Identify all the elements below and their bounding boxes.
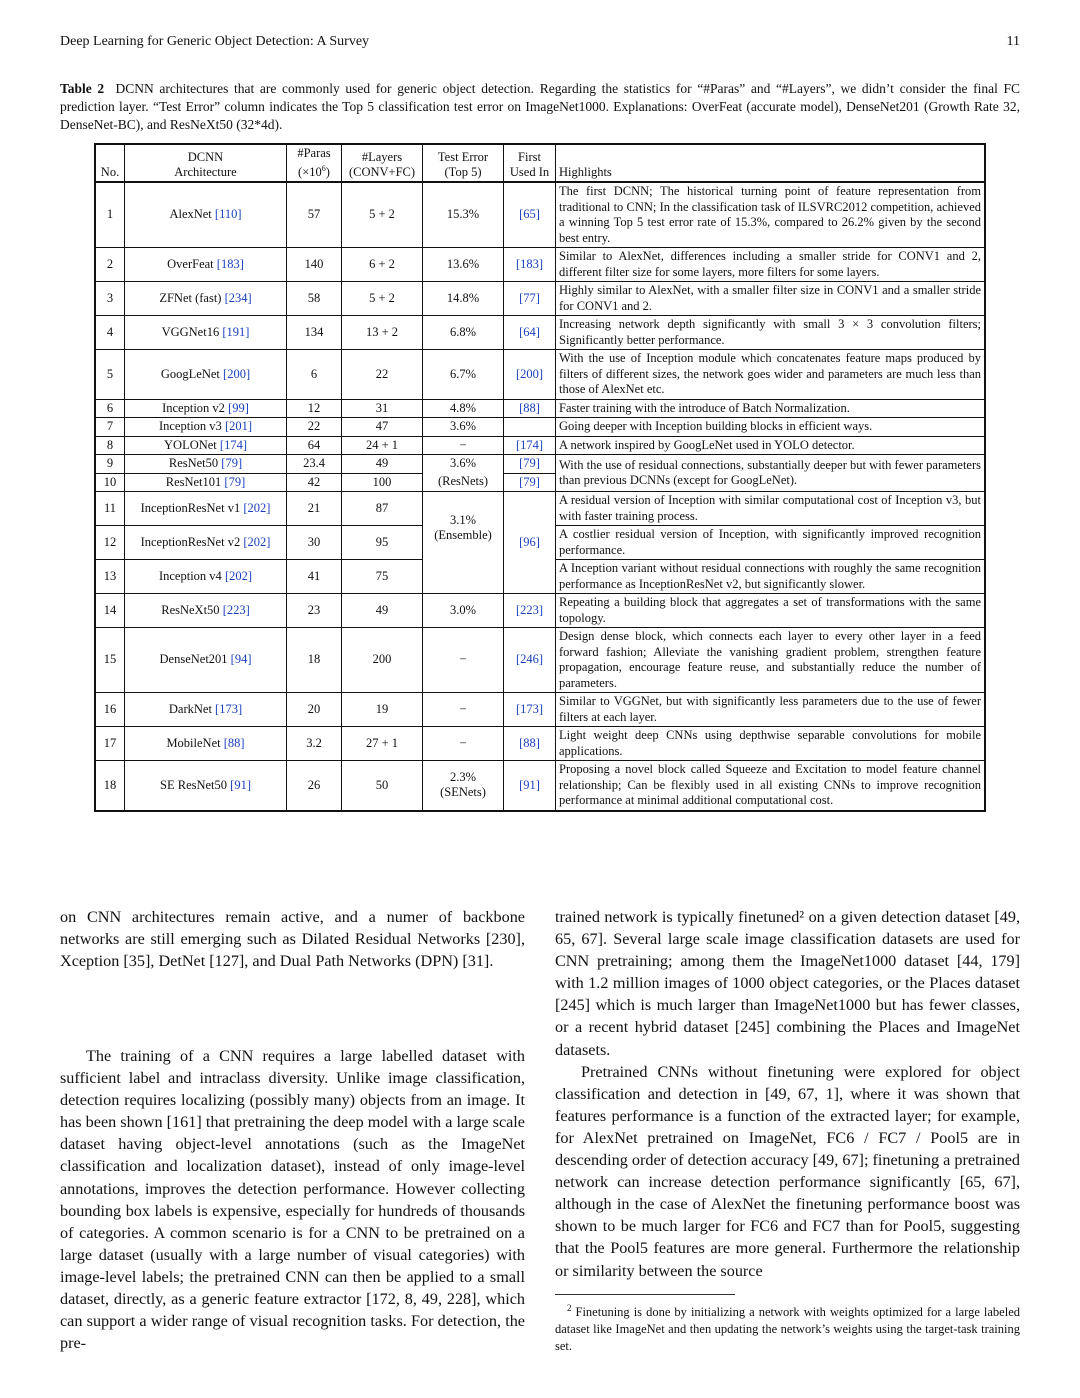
table-cell: 15 — [95, 628, 125, 693]
citation-link[interactable]: [183] — [216, 256, 244, 271]
citation-link[interactable]: [246] — [515, 652, 544, 667]
table-cell: Inception v2 [99] — [125, 399, 287, 418]
right-column — [555, 906, 1020, 1282]
left-column-top — [60, 906, 525, 972]
table-cell: 3.6% — [423, 455, 504, 474]
table-cell: 6 + 2 — [342, 248, 423, 282]
citation-link[interactable]: [183] — [515, 256, 544, 271]
table-cell: 31 — [342, 399, 423, 418]
table-cell: 3.2 — [287, 727, 342, 761]
table-cell — [504, 526, 556, 560]
citation-link[interactable]: [88] — [519, 735, 540, 750]
table-cell: 12 — [287, 399, 342, 418]
table-cell: 95 — [342, 526, 423, 560]
table-label: Table 2 — [60, 81, 105, 96]
table-cell: Inception v4 [202] — [125, 560, 287, 594]
table-row — [95, 282, 985, 316]
table-row — [95, 693, 985, 727]
table-cell: Increasing network depth significantly with small 3 × 3 convolution filters; Significantly better performance. — [556, 316, 986, 350]
body-paragraph: The training of a CNN requires a large labelled dataset with sufficient label and intraclass diversity. Unlike image classification, detection requires localizing (possibly many) objects from an image. It has been shown [161] that pretraining the deep model with a large scale dataset having object-level annotations (such as the ImageNet classification and localization dataset), instead of only image-level annotations, improves the detection performance. However collecting bounding box labels is expensive, especially for hundreds of thousands of categories. A common scenario is for a CNN to be pretrained on a large dataset (usually with a large number of visual categories) with image-level labels; the pretrained CNN can then be applied to a small dataset, directly, as a generic feature extractor [172, 8, 49, 228], which can support a wider range of visual recognition tasks. For detection, the pre- — [60, 1047, 525, 1353]
table-cell — [504, 473, 556, 492]
table-row — [95, 350, 985, 400]
table-cell: 64 — [287, 436, 342, 455]
header-arch: DCNN Architecture — [125, 144, 287, 182]
table-row — [95, 560, 985, 594]
table-cell: Similar to AlexNet, differences including a smaller stride for CONV1 and 2, different filter size for some layers, more filters for some layers. — [556, 248, 986, 282]
table-cell: 15.3% — [423, 182, 504, 248]
table-cell: 7 — [95, 418, 125, 437]
table-cell: The first DCNN; The historical turning point of feature representation from traditional to CNN; In the classification task of ILSVRC2012 competition, achieved a winning Top 5 test error rate of 15.3%, compared to 26.2% given by the second best entry. — [556, 182, 986, 248]
table-cell: 200 — [342, 628, 423, 693]
table-cell: 57 — [287, 182, 342, 248]
table-cell: 8 — [95, 436, 125, 455]
table-cell: 50 — [342, 761, 423, 811]
table-row — [95, 316, 985, 350]
table-row — [95, 727, 985, 761]
citation-link[interactable]: [173] — [515, 701, 544, 716]
citation-link[interactable]: [99] — [228, 400, 249, 415]
citation-link[interactable]: [91] — [230, 777, 251, 792]
table-row — [95, 399, 985, 418]
citation-link[interactable]: [94] — [230, 652, 252, 667]
table-cell: 14 — [95, 594, 125, 628]
table-cell: 14.8% — [423, 282, 504, 316]
table-cell: 24 + 1 — [342, 436, 423, 455]
table-row — [95, 455, 985, 474]
table-cell: 30 — [287, 526, 342, 560]
citation-link[interactable]: [79] — [221, 456, 243, 471]
table-cell: 3.1% (Ensemble) — [423, 492, 504, 594]
table-cell: GoogLeNet [200] — [125, 350, 287, 400]
citation-link[interactable]: [223] — [222, 602, 250, 617]
table-cell: Light weight deep CNNs using depthwise separable convolutions for mobile applications. — [556, 727, 986, 761]
table-cell: 6 — [95, 399, 125, 418]
citation-link[interactable]: [202] — [243, 534, 271, 549]
left-column-main — [60, 1045, 525, 1354]
table-cell — [504, 693, 556, 727]
table-cell: 11 — [95, 492, 125, 526]
table-cell: 6 — [287, 350, 342, 400]
table-cell — [504, 282, 556, 316]
citation-link[interactable]: [88] — [519, 400, 540, 415]
table-cell — [504, 182, 556, 248]
table-cell: 140 — [287, 248, 342, 282]
table-cell: 20 — [287, 693, 342, 727]
table-cell — [504, 560, 556, 594]
citation-link[interactable]: [96] — [519, 534, 540, 549]
citation-link[interactable]: [191] — [222, 324, 250, 339]
header-layers: #Layers (CONV+FC) — [342, 144, 423, 182]
citation-link[interactable]: [79] — [519, 456, 540, 471]
table-cell: 5 + 2 — [342, 282, 423, 316]
table-cell: 41 — [287, 560, 342, 594]
table-cell: InceptionResNet v1 [202] — [125, 492, 287, 526]
table-cell: 4.8% — [423, 399, 504, 418]
table-cell — [504, 350, 556, 400]
table-row — [95, 418, 985, 437]
table-cell: 9 — [95, 455, 125, 474]
table-cell: 87 — [342, 492, 423, 526]
table-cell: − — [423, 436, 504, 455]
table-cell — [504, 316, 556, 350]
table-cell: A costlier residual version of Inception, with significantly improved recognition performance. — [556, 526, 986, 560]
table-cell: 26 — [287, 761, 342, 811]
table-cell: ResNeXt50 [223] — [125, 594, 287, 628]
table-cell: 134 — [287, 316, 342, 350]
caption-text: DCNN architectures that are commonly used for generic object detection. Regarding the statistics for “#Paras” and “#Layers”, we didn’t consider the final FC prediction layer. “Test Error” column indicates the Top 5 classification test error on ImageNet1000. Explanations: OverFeat (accurate model), DenseNet201 (Growth Rate 32, DenseNet-BC), and ResNeXt50 (32*4d). — [60, 81, 1021, 132]
table-cell — [504, 399, 556, 418]
table-row — [95, 594, 985, 628]
citation-link[interactable]: [201] — [224, 419, 253, 434]
table-cell — [504, 436, 556, 455]
running-title: Deep Learning for Generic Object Detection: A Survey — [60, 34, 370, 49]
citation-link[interactable]: [200] — [515, 366, 544, 381]
table-row — [95, 761, 985, 811]
table-cell: 4 — [95, 316, 125, 350]
table-cell: 13 + 2 — [342, 316, 423, 350]
table-cell: − — [423, 628, 504, 693]
table-row — [95, 628, 985, 693]
table-cell: 2 — [95, 248, 125, 282]
table-cell: − — [423, 727, 504, 761]
table-cell: With the use of Inception module which concatenates feature maps produced by filters of different sizes, the network goes wider and parameters are much less than those of AlexNet etc. — [556, 350, 986, 400]
table-cell — [504, 492, 556, 526]
table-cell: Inception v3 [201] — [125, 418, 287, 437]
citation-link[interactable]: [79] — [224, 474, 246, 489]
citation-link[interactable]: [223] — [515, 602, 544, 617]
table-cell — [504, 628, 556, 693]
page-number: 11 — [1006, 34, 1020, 49]
table-cell: 6.7% — [423, 350, 504, 400]
table-cell: 2.3% (SENets) — [423, 761, 504, 811]
table-cell: 47 — [342, 418, 423, 437]
table-cell: 100 — [342, 473, 423, 492]
table-row — [95, 526, 985, 560]
citation-link[interactable]: [173] — [215, 701, 243, 716]
table-cell: MobileNet [88] — [125, 727, 287, 761]
table-cell: DarkNet [173] — [125, 693, 287, 727]
citation-link[interactable]: [65] — [519, 207, 540, 222]
table-cell: VGGNet16 [191] — [125, 316, 287, 350]
table-cell: 19 — [342, 693, 423, 727]
footnote-mark: 2 — [567, 1303, 572, 1313]
table-cell: ResNet50 [79] — [125, 455, 287, 474]
citation-link[interactable]: [200] — [223, 366, 251, 381]
table-cell: Similar to VGGNet, but with significantly less parameters due to the use of fewer filters at each layer. — [556, 693, 986, 727]
table-cell: 16 — [95, 693, 125, 727]
table-cell — [504, 761, 556, 811]
table-cell: InceptionResNet v2 [202] — [125, 526, 287, 560]
table-cell: 23.4 — [287, 455, 342, 474]
table-header-row — [95, 144, 985, 182]
table-cell — [504, 418, 556, 437]
table-cell: Design dense block, which connects each layer to every other layer in a feed forward fashion; Alleviate the vanishing gradient problem, strengthen feature propagation, encourage feature reuse, and substantially reduce the number of parameters. — [556, 628, 986, 693]
table-cell: Repeating a building block that aggregates a set of transformations with the same topology. — [556, 594, 986, 628]
table-cell: 22 — [342, 350, 423, 400]
table-row — [95, 248, 985, 282]
table-cell: 18 — [287, 628, 342, 693]
table-cell: AlexNet [110] — [125, 182, 287, 248]
header-highlights: Highlights — [556, 144, 986, 182]
citation-link[interactable]: [79] — [519, 474, 540, 489]
header-first-used: First Used In — [504, 144, 556, 182]
table-cell: 18 — [95, 761, 125, 811]
table-cell: A Inception variant without residual connections with roughly the same recognition performance as InceptionResNet v2, but significantly slower. — [556, 560, 986, 594]
body-paragraph: Pretrained CNNs without finetuning were explored for object classification and detection in [49, 67, 1], where it was shown that features performance is a function of the extracted layer; for example, for AlexNet pretrained on ImageNet, FC6 / FC7 / Pool5 are in descending order of detection accuracy [49, 67]; finetuning a pretrained network can increase detection performance significantly [65, 67], although in the case of AlexNet the finetuning performance boost was shown to be much larger for FC6 and FC7 than for Pool5, suggesting that the Pool5 features are more general. Furthermore the relationship or similarity between the source — [555, 1062, 1020, 1280]
citation-link[interactable]: [234] — [224, 290, 252, 305]
table-cell: Proposing a novel block called Squeeze and Excitation to model feature channel relationship; Can be flexibly used in all existing CNNs to improve recognition performance at minimal additional computational cost. — [556, 761, 986, 811]
page-header — [60, 34, 1020, 54]
table-cell: 13 — [95, 560, 125, 594]
body-paragraph: trained network is typically finetuned² on a given detection dataset [49, 65, 67]. Several large scale image classification datasets are used for CNN pretraining; among them the ImageNet1000 dataset [44, 179] with 1.2 million images of 1000 object categories, or the Places dataset [245] which is much larger than ImageNet1000 but has fewer classes, or a recent hybrid dataset [245] combining the Places and ImageNet datasets. — [555, 908, 1020, 1059]
table-cell: 27 + 1 — [342, 727, 423, 761]
header-test-error: Test Error (Top 5) — [423, 144, 504, 182]
table-cell: 21 — [287, 492, 342, 526]
footnote — [555, 1300, 1020, 1355]
table-cell: 49 — [342, 455, 423, 474]
table-cell — [504, 727, 556, 761]
architecture-table — [94, 143, 986, 812]
table-row — [95, 436, 985, 455]
table-cell: (ResNets) — [423, 473, 504, 492]
table-cell: 5 + 2 — [342, 182, 423, 248]
table-cell: OverFeat [183] — [125, 248, 287, 282]
table-cell: 5 — [95, 350, 125, 400]
table-cell: 1 — [95, 182, 125, 248]
table-cell — [504, 594, 556, 628]
footnote-text: Finetuning is done by initializing a network with weights optimized for a large labeled dataset like ImageNet and then updating the network’s weights using the target-task training set. — [555, 1305, 1020, 1354]
table-cell: 49 — [342, 594, 423, 628]
citation-link[interactable]: [174] — [219, 437, 247, 452]
table-cell: Highly similar to AlexNet, with a smaller filter size in CONV1 and a smaller stride for CONV1 and 2. — [556, 282, 986, 316]
table-cell — [504, 248, 556, 282]
table-caption — [60, 80, 1020, 134]
citation-link[interactable]: [174] — [515, 437, 544, 452]
table-row — [95, 182, 985, 248]
citation-link[interactable]: [202] — [243, 500, 271, 515]
table-cell: 22 — [287, 418, 342, 437]
citation-link[interactable]: [77] — [519, 290, 540, 305]
citation-link[interactable]: [202] — [224, 568, 253, 583]
footnote-rule — [555, 1294, 735, 1295]
table-cell: Faster training with the introduce of Batch Normalization. — [556, 399, 986, 418]
table-cell: 10 — [95, 473, 125, 492]
header-no: No. — [95, 144, 125, 182]
table-cell: 6.8% — [423, 316, 504, 350]
table-cell: Going deeper with Inception building blocks in efficient ways. — [556, 418, 986, 437]
table-cell: DenseNet201 [94] — [125, 628, 287, 693]
citation-link[interactable]: [88] — [223, 735, 245, 750]
table-cell: 13.6% — [423, 248, 504, 282]
table-cell: 17 — [95, 727, 125, 761]
table-cell: − — [423, 693, 504, 727]
table-cell: With the use of residual connections, substantially deeper but with fewer parameters than previous DCNNs (except for GoogLeNet). — [556, 455, 986, 492]
citation-link[interactable]: [110] — [214, 207, 242, 222]
table-cell — [504, 455, 556, 474]
table-cell: A residual version of Inception with similar computational cost of Inception v3, but with faster training process. — [556, 492, 986, 526]
table-row — [95, 492, 985, 526]
table-cell: 3.0% — [423, 594, 504, 628]
table-cell: 58 — [287, 282, 342, 316]
table-cell: 12 — [95, 526, 125, 560]
table-cell: 3 — [95, 282, 125, 316]
table-cell: ResNet101 [79] — [125, 473, 287, 492]
citation-link[interactable]: [64] — [519, 324, 540, 339]
table-cell: 75 — [342, 560, 423, 594]
header-paras: #Paras $(\times 10^6)$ — [287, 144, 342, 182]
table-cell: YOLONet [174] — [125, 436, 287, 455]
table-cell: 3.6% — [423, 418, 504, 437]
body-paragraph: on CNN architectures remain active, and a numer of backbone networks are still emerging such as Dilated Residual Networks [230], Xception [35], DetNet [127], and Dual Path Networks (DPN) [31]. — [60, 908, 525, 971]
citation-link[interactable]: [91] — [519, 777, 540, 792]
table-cell: ZFNet (fast) [234] — [125, 282, 287, 316]
table-cell: 23 — [287, 594, 342, 628]
table-cell: 42 — [287, 473, 342, 492]
table-cell: A network inspired by GoogLeNet used in YOLO detector. — [556, 436, 986, 455]
table-cell: SE ResNet50 [91] — [125, 761, 287, 811]
